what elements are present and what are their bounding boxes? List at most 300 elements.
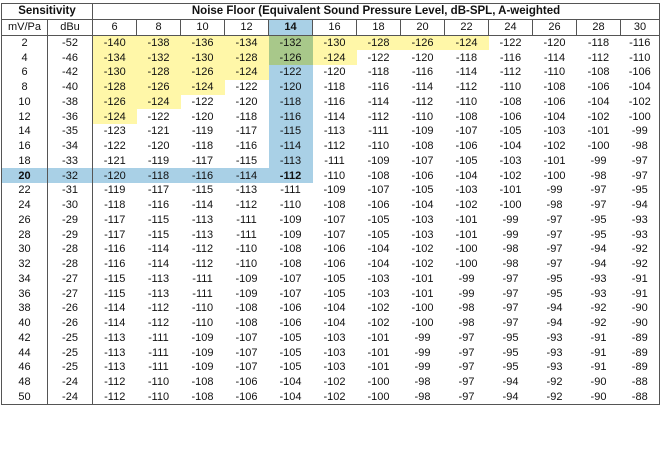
noise-cell: -102 bbox=[455, 199, 478, 212]
noise-cell: -106 bbox=[323, 258, 346, 271]
noise-cell: -110 bbox=[279, 199, 302, 212]
noise-cell: -114 bbox=[455, 66, 478, 79]
noise-cell: -114 bbox=[225, 168, 269, 183]
sensitivity-mvpa-cell: 2 bbox=[2, 35, 48, 50]
noise-cell: -101 bbox=[499, 184, 522, 197]
sensitivity-dbu-cell: -27 bbox=[48, 272, 93, 287]
table-row bbox=[2, 198, 660, 213]
noise-cell: -105 bbox=[279, 346, 302, 359]
noise-cell: -89 bbox=[621, 331, 660, 346]
noise-cell: -93 bbox=[621, 213, 660, 228]
sensitivity-mvpa-cell: 8 bbox=[2, 80, 48, 95]
noise-cell: -98 bbox=[458, 302, 475, 315]
noise-cell: -93 bbox=[590, 287, 607, 300]
noise-cell: -118 bbox=[137, 168, 181, 183]
noise-cell: -98 bbox=[502, 243, 519, 256]
noise-cell: -117 bbox=[147, 184, 170, 197]
noise-cell: -97 bbox=[445, 390, 489, 405]
noise-cell: -112 bbox=[411, 95, 434, 108]
noise-cell: -105 bbox=[279, 361, 302, 374]
noise-cell: -113 bbox=[269, 154, 313, 169]
noise-cell: -110 bbox=[235, 243, 258, 256]
sensitivity-mvpa-cell: 22 bbox=[2, 183, 48, 198]
noise-cell: -119 bbox=[93, 183, 137, 198]
noise-cell: -113 bbox=[235, 184, 258, 197]
noise-cell: -102 bbox=[411, 243, 434, 256]
noise-cell: -106 bbox=[279, 317, 302, 330]
sensitivity-dbu-cell: -33 bbox=[48, 154, 93, 169]
noise-cell: -100 bbox=[455, 243, 478, 256]
noise-cell: -100 bbox=[357, 390, 401, 405]
sensitivity-mvpa-cell: 44 bbox=[2, 345, 48, 360]
column-header-10: 10 bbox=[181, 19, 225, 35]
sensitivity-dbu-cell: -38 bbox=[48, 95, 93, 110]
noise-cell: -110 bbox=[147, 376, 170, 389]
noise-cell: -106 bbox=[279, 302, 302, 315]
noise-cell: -113 bbox=[93, 360, 137, 375]
noise-cell: -114 bbox=[543, 51, 566, 64]
noise-cell: -108 bbox=[543, 81, 566, 94]
noise-cell: -108 bbox=[367, 169, 390, 182]
noise-cell: -92 bbox=[590, 302, 607, 315]
noise-cell: -104 bbox=[367, 258, 390, 271]
sensitivity-mvpa-cell: 30 bbox=[2, 242, 48, 257]
noise-cell: -101 bbox=[455, 213, 478, 226]
column-header-30: 30 bbox=[621, 19, 660, 35]
noise-cell: -107 bbox=[411, 154, 434, 167]
noise-cell: -92 bbox=[546, 376, 563, 389]
noise-cell: -110 bbox=[411, 110, 434, 123]
noise-cell: -102 bbox=[367, 317, 390, 330]
noise-cell: -99 bbox=[621, 124, 660, 139]
noise-cell: -104 bbox=[587, 95, 610, 108]
noise-cell: -114 bbox=[367, 95, 390, 108]
sensitivity-dbu-cell: -24 bbox=[48, 390, 93, 405]
column-header-22: 22 bbox=[445, 19, 489, 35]
sensitivity-dbu-cell: -25 bbox=[48, 345, 93, 360]
noise-cell: -106 bbox=[543, 95, 566, 108]
noise-cell: -104 bbox=[499, 140, 522, 153]
sensitivity-dbu-cell: -27 bbox=[48, 286, 93, 301]
noise-cell: -112 bbox=[587, 51, 610, 64]
noise-cell: -108 bbox=[455, 110, 478, 123]
noise-cell: -95 bbox=[502, 346, 519, 359]
sensitivity-mvpa-cell: 12 bbox=[2, 109, 48, 124]
noise-cell: -120 bbox=[269, 80, 313, 95]
noise-cell: -98 bbox=[546, 199, 563, 212]
sensitivity-dbu-cell: -42 bbox=[48, 65, 93, 80]
table-row bbox=[2, 35, 660, 50]
table-row bbox=[2, 95, 660, 110]
noise-cell: -97 bbox=[502, 287, 519, 300]
noise-floor-header: Noise Floor (Equivalent Sound Pressure Level, dB-SPL, A-weighted bbox=[93, 4, 660, 20]
sensitivity-mvpa-cell: 46 bbox=[2, 360, 48, 375]
noise-cell: -107 bbox=[235, 346, 258, 359]
noise-cell: -124 bbox=[225, 65, 269, 80]
noise-cell: -114 bbox=[147, 258, 170, 271]
table-row bbox=[2, 154, 660, 169]
noise-cell: -104 bbox=[367, 243, 390, 256]
noise-cell: -107 bbox=[279, 272, 302, 285]
noise-cell: -126 bbox=[269, 50, 313, 65]
sensitivity-dbu-cell: -25 bbox=[48, 331, 93, 346]
noise-cell: -118 bbox=[269, 95, 313, 110]
noise-cell: -116 bbox=[411, 66, 434, 79]
noise-cell: -111 bbox=[236, 228, 257, 241]
noise-cell: -101 bbox=[587, 125, 610, 138]
noise-cell: -110 bbox=[455, 95, 478, 108]
sensitivity-mvpa-cell: 50 bbox=[2, 390, 48, 405]
noise-cell: -97 bbox=[621, 168, 660, 183]
noise-cell: -93 bbox=[590, 272, 607, 285]
sensitivity-dbu-cell: -28 bbox=[48, 257, 93, 272]
noise-cell: -110 bbox=[191, 317, 214, 330]
noise-cell: -115 bbox=[93, 286, 137, 301]
noise-cell: -107 bbox=[367, 184, 390, 197]
sensitivity-mvpa-cell: 4 bbox=[2, 50, 48, 65]
noise-cell: -90 bbox=[577, 390, 621, 405]
noise-cell: -120 bbox=[543, 36, 566, 49]
noise-cell: -115 bbox=[191, 184, 214, 197]
noise-cell: -97 bbox=[621, 154, 660, 169]
noise-cell: -107 bbox=[323, 228, 346, 241]
table-body bbox=[2, 35, 660, 405]
sensitivity-mvpa-cell: 32 bbox=[2, 257, 48, 272]
noise-cell: -112 bbox=[191, 243, 214, 256]
noise-cell: -120 bbox=[147, 140, 170, 153]
noise-cell: -97 bbox=[590, 199, 607, 212]
noise-cell: -105 bbox=[499, 125, 522, 138]
noise-cell: -116 bbox=[323, 95, 346, 108]
noise-cell: -130 bbox=[181, 50, 225, 65]
noise-cell: -102 bbox=[621, 95, 660, 110]
noise-cell: -122 bbox=[269, 65, 313, 80]
noise-cell: -118 bbox=[367, 66, 390, 79]
noise-cell: -90 bbox=[621, 301, 660, 316]
noise-cell: -94 bbox=[546, 317, 563, 330]
noise-cell: -102 bbox=[367, 302, 390, 315]
noise-cell: -114 bbox=[93, 301, 137, 316]
noise-cell: -107 bbox=[323, 213, 346, 226]
noise-cell: -134 bbox=[225, 35, 269, 50]
noise-cell: -109 bbox=[191, 331, 214, 344]
noise-cell: -105 bbox=[279, 331, 302, 344]
noise-cell: -114 bbox=[411, 81, 434, 94]
noise-cell: -94 bbox=[489, 390, 533, 405]
noise-cell: -102 bbox=[323, 376, 346, 389]
noise-cell: -122 bbox=[147, 110, 170, 123]
noise-cell: -93 bbox=[546, 331, 563, 344]
noise-cell: -130 bbox=[313, 35, 357, 50]
noise-cell: -100 bbox=[587, 140, 610, 153]
noise-cell: -108 bbox=[279, 258, 302, 271]
noise-floor-table bbox=[1, 3, 660, 405]
noise-cell: -112 bbox=[235, 199, 258, 212]
noise-cell: -98 bbox=[458, 317, 475, 330]
noise-cell: -109 bbox=[323, 184, 346, 197]
noise-cell: -101 bbox=[411, 272, 434, 285]
sensitivity-mvpa-cell: 10 bbox=[2, 95, 48, 110]
noise-cell: -109 bbox=[191, 361, 214, 374]
noise-cell: -116 bbox=[367, 81, 390, 94]
sensitivity-dbu-cell: -26 bbox=[48, 301, 93, 316]
noise-cell: -92 bbox=[621, 242, 660, 257]
noise-cell: -118 bbox=[191, 140, 214, 153]
noise-cell: -124 bbox=[181, 80, 225, 95]
noise-cell: -114 bbox=[323, 110, 346, 123]
noise-cell: -97 bbox=[502, 302, 519, 315]
column-header-20: 20 bbox=[401, 19, 445, 35]
noise-cell: -116 bbox=[621, 35, 660, 50]
noise-cell: -92 bbox=[533, 390, 577, 405]
noise-cell: -99 bbox=[590, 154, 607, 167]
noise-cell: -111 bbox=[324, 154, 345, 167]
noise-cell: -104 bbox=[543, 110, 566, 123]
dbu-header: dBu bbox=[48, 19, 93, 35]
noise-cell: -88 bbox=[621, 375, 660, 390]
noise-cell: -114 bbox=[93, 316, 137, 331]
noise-cell: -128 bbox=[93, 80, 137, 95]
noise-cell: -91 bbox=[621, 272, 660, 287]
noise-cell: -99 bbox=[502, 213, 519, 226]
noise-cell: -95 bbox=[621, 183, 660, 198]
noise-cell: -91 bbox=[590, 346, 607, 359]
noise-cell: -104 bbox=[455, 169, 478, 182]
noise-cell: -118 bbox=[455, 51, 478, 64]
noise-cell: -115 bbox=[235, 154, 258, 167]
noise-cell: -107 bbox=[455, 125, 478, 138]
noise-cell: -92 bbox=[590, 317, 607, 330]
noise-cell: -106 bbox=[621, 65, 660, 80]
sensitivity-mvpa-cell: 24 bbox=[2, 198, 48, 213]
noise-cell: -106 bbox=[225, 390, 269, 405]
noise-cell: -108 bbox=[191, 376, 214, 389]
noise-cell: -140 bbox=[93, 35, 137, 50]
noise-cell: -108 bbox=[235, 302, 258, 315]
noise-cell: -128 bbox=[137, 65, 181, 80]
noise-cell: -124 bbox=[445, 35, 489, 50]
sensitivity-mvpa-cell: 34 bbox=[2, 272, 48, 287]
noise-cell: -88 bbox=[621, 390, 660, 405]
noise-cell: -97 bbox=[458, 376, 475, 389]
table-row bbox=[2, 272, 660, 287]
noise-cell: -100 bbox=[367, 376, 390, 389]
noise-cell: -122 bbox=[499, 36, 522, 49]
noise-cell: -109 bbox=[367, 154, 390, 167]
noise-cell: -106 bbox=[411, 169, 434, 182]
header-row-columns bbox=[2, 19, 660, 35]
noise-cell: -108 bbox=[411, 140, 434, 153]
sensitivity-dbu-cell: -32 bbox=[48, 168, 93, 183]
noise-cell: -110 bbox=[367, 140, 390, 153]
noise-cell: -94 bbox=[590, 258, 607, 271]
noise-cell: -106 bbox=[367, 199, 390, 212]
noise-cell: -138 bbox=[137, 35, 181, 50]
noise-cell: -106 bbox=[587, 81, 610, 94]
noise-cell: -120 bbox=[411, 51, 434, 64]
noise-cell: -94 bbox=[502, 376, 519, 389]
noise-cell: -105 bbox=[323, 287, 346, 300]
noise-cell: -105 bbox=[411, 184, 434, 197]
noise-cell: -103 bbox=[323, 361, 346, 374]
table-row bbox=[2, 286, 660, 301]
noise-cell: -112 bbox=[191, 258, 214, 271]
sensitivity-dbu-cell: -29 bbox=[48, 227, 93, 242]
noise-cell: -136 bbox=[181, 35, 225, 50]
column-header-16: 16 bbox=[313, 19, 357, 35]
noise-cell: -101 bbox=[367, 346, 390, 359]
noise-cell: -91 bbox=[590, 331, 607, 344]
noise-cell: -97 bbox=[546, 258, 563, 271]
sensitivity-dbu-cell: -31 bbox=[48, 183, 93, 198]
sensitivity-mvpa-cell: 48 bbox=[2, 375, 48, 390]
noise-cell: -117 bbox=[235, 125, 258, 138]
noise-cell: -113 bbox=[191, 213, 214, 226]
noise-cell: -103 bbox=[499, 154, 522, 167]
noise-cell: -116 bbox=[147, 199, 170, 212]
noise-cell: -115 bbox=[147, 213, 170, 226]
noise-cell: -116 bbox=[235, 140, 258, 153]
noise-cell: -100 bbox=[543, 169, 566, 182]
noise-cell: -112 bbox=[455, 81, 478, 94]
noise-cell: -114 bbox=[191, 199, 214, 212]
noise-cell: -106 bbox=[499, 110, 522, 123]
noise-cell: -122 bbox=[93, 139, 137, 154]
noise-cell: -130 bbox=[93, 65, 137, 80]
noise-cell: -103 bbox=[411, 213, 434, 226]
noise-cell: -89 bbox=[621, 360, 660, 375]
noise-cell: -116 bbox=[93, 242, 137, 257]
mvpa-header: mV/Pa bbox=[2, 19, 48, 35]
noise-cell: -109 bbox=[279, 213, 302, 226]
noise-cell: -110 bbox=[235, 258, 258, 271]
noise-cell: -118 bbox=[587, 36, 610, 49]
table-row bbox=[2, 242, 660, 257]
noise-cell: -91 bbox=[590, 361, 607, 374]
noise-cell: -126 bbox=[137, 80, 181, 95]
noise-cell: -114 bbox=[269, 139, 313, 154]
sensitivity-dbu-cell: -35 bbox=[48, 124, 93, 139]
table-row bbox=[2, 109, 660, 124]
noise-cell: -110 bbox=[621, 50, 660, 65]
sensitivity-mvpa-cell: 36 bbox=[2, 286, 48, 301]
noise-cell: -105 bbox=[455, 154, 478, 167]
noise-cell: -99 bbox=[414, 331, 431, 344]
table-row bbox=[2, 257, 660, 272]
noise-cell: -101 bbox=[543, 154, 566, 167]
noise-cell: -132 bbox=[137, 50, 181, 65]
table-row bbox=[2, 345, 660, 360]
noise-cell: -90 bbox=[621, 316, 660, 331]
noise-cell: -99 bbox=[458, 287, 475, 300]
noise-cell: -104 bbox=[279, 376, 302, 389]
noise-cell: -111 bbox=[148, 361, 169, 374]
table-row bbox=[2, 390, 660, 405]
noise-cell: -98 bbox=[414, 376, 431, 389]
noise-cell: -118 bbox=[323, 81, 346, 94]
column-header-8: 8 bbox=[137, 19, 181, 35]
noise-cell: -102 bbox=[313, 390, 357, 405]
noise-cell: -107 bbox=[235, 331, 258, 344]
noise-cell: -124 bbox=[93, 109, 137, 124]
sensitivity-mvpa-cell: 14 bbox=[2, 124, 48, 139]
table-row bbox=[2, 316, 660, 331]
noise-cell: -117 bbox=[191, 154, 214, 167]
noise-cell: -111 bbox=[148, 346, 169, 359]
noise-cell: -113 bbox=[191, 228, 214, 241]
table-row bbox=[2, 168, 660, 183]
noise-cell: -128 bbox=[357, 35, 401, 50]
noise-cell: -110 bbox=[137, 390, 181, 405]
noise-cell: -100 bbox=[455, 258, 478, 271]
sensitivity-dbu-cell: -34 bbox=[48, 139, 93, 154]
noise-cell: -103 bbox=[323, 346, 346, 359]
noise-cell: -102 bbox=[587, 110, 610, 123]
noise-cell: -93 bbox=[546, 346, 563, 359]
noise-cell: -113 bbox=[93, 331, 137, 346]
noise-cell: -110 bbox=[543, 66, 566, 79]
noise-cell: -109 bbox=[235, 272, 258, 285]
sensitivity-mvpa-cell: 18 bbox=[2, 154, 48, 169]
noise-cell: -112 bbox=[147, 302, 170, 315]
noise-cell: -103 bbox=[367, 272, 390, 285]
sensitivity-mvpa-cell: 40 bbox=[2, 316, 48, 331]
table-row bbox=[2, 80, 660, 95]
noise-cell: -110 bbox=[323, 169, 346, 182]
noise-cell: -117 bbox=[93, 213, 137, 228]
noise-cell: -112 bbox=[323, 140, 346, 153]
noise-cell: -97 bbox=[458, 346, 475, 359]
noise-cell: -122 bbox=[191, 95, 214, 108]
noise-cell: -111 bbox=[368, 125, 389, 138]
noise-cell: -98 bbox=[621, 139, 660, 154]
noise-cell: -97 bbox=[458, 331, 475, 344]
noise-cell: -113 bbox=[147, 272, 170, 285]
noise-cell: -107 bbox=[279, 287, 302, 300]
table-row bbox=[2, 124, 660, 139]
noise-cell: -97 bbox=[502, 317, 519, 330]
noise-cell: -112 bbox=[93, 375, 137, 390]
sensitivity-mvpa-cell: 16 bbox=[2, 139, 48, 154]
noise-cell: -108 bbox=[587, 66, 610, 79]
noise-cell: -98 bbox=[502, 258, 519, 271]
noise-cell: -104 bbox=[621, 80, 660, 95]
noise-cell: -97 bbox=[546, 243, 563, 256]
noise-cell: -116 bbox=[269, 109, 313, 124]
noise-cell: -102 bbox=[499, 169, 522, 182]
noise-cell: -101 bbox=[411, 287, 434, 300]
table-row bbox=[2, 50, 660, 65]
noise-cell: -104 bbox=[323, 302, 346, 315]
sensitivity-dbu-cell: -26 bbox=[48, 316, 93, 331]
noise-cell: -112 bbox=[147, 317, 170, 330]
sensitivity-header: Sensitivity bbox=[2, 4, 93, 20]
table-row bbox=[2, 65, 660, 80]
noise-cell: -95 bbox=[590, 213, 607, 226]
noise-cell: -99 bbox=[414, 346, 431, 359]
noise-cell: -94 bbox=[621, 198, 660, 213]
noise-cell: -98 bbox=[590, 169, 607, 182]
noise-cell: -112 bbox=[93, 390, 137, 405]
table-row bbox=[2, 139, 660, 154]
noise-cell: -103 bbox=[323, 331, 346, 344]
noise-cell: -101 bbox=[367, 331, 390, 344]
noise-cell: -92 bbox=[621, 257, 660, 272]
noise-cell: -99 bbox=[546, 184, 563, 197]
sensitivity-mvpa-cell: 26 bbox=[2, 213, 48, 228]
noise-cell: -121 bbox=[93, 154, 137, 169]
noise-cell: -111 bbox=[236, 213, 257, 226]
